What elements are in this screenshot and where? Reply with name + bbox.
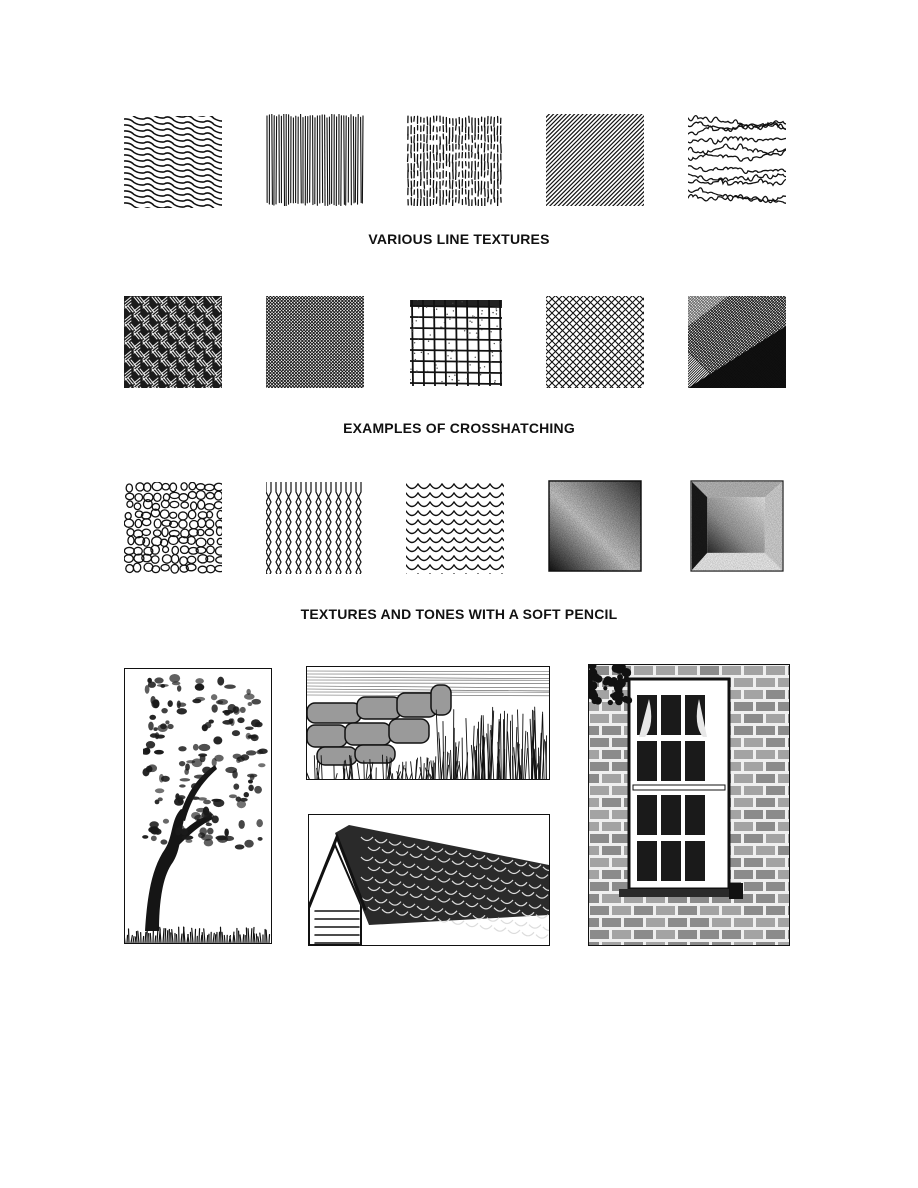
- pebble-swatch: [124, 482, 222, 574]
- fine-crosshatch-swatch: [266, 296, 364, 388]
- scale-swatch: [406, 482, 504, 574]
- wavy-lines-swatch: [124, 116, 222, 208]
- brick-window-illustration: [588, 664, 790, 946]
- crosshatch-row: [0, 294, 918, 394]
- netting-swatch: [266, 482, 364, 574]
- crosshatching-caption: EXAMPLES OF CROSSHATCHING: [343, 420, 575, 436]
- line-textures-caption: VARIOUS LINE TEXTURES: [368, 231, 550, 247]
- stone-wall-illustration: [306, 666, 550, 780]
- tree-illustration: [124, 668, 272, 944]
- soft-pencil-caption: TEXTURES AND TONES WITH A SOFT PENCIL: [300, 606, 618, 622]
- tiled-roof-illustration: [308, 814, 550, 946]
- soft-pencil-row: [0, 480, 918, 580]
- graded-crosshatch-swatch: [688, 296, 786, 388]
- grid-crosshatch-swatch: [410, 300, 508, 392]
- gradient-tone-swatch: [546, 480, 644, 572]
- diagonal-lines-swatch: [546, 114, 644, 206]
- short-dash-swatch: [406, 114, 504, 206]
- open-crosshatch-swatch: [546, 296, 644, 388]
- line-textures-row: [0, 112, 918, 212]
- scribble-swatch: [688, 114, 786, 206]
- vertical-lines-swatch: [266, 114, 364, 206]
- basketweave-crosshatch-swatch: [124, 296, 222, 388]
- beveled-frame-swatch: [688, 480, 786, 572]
